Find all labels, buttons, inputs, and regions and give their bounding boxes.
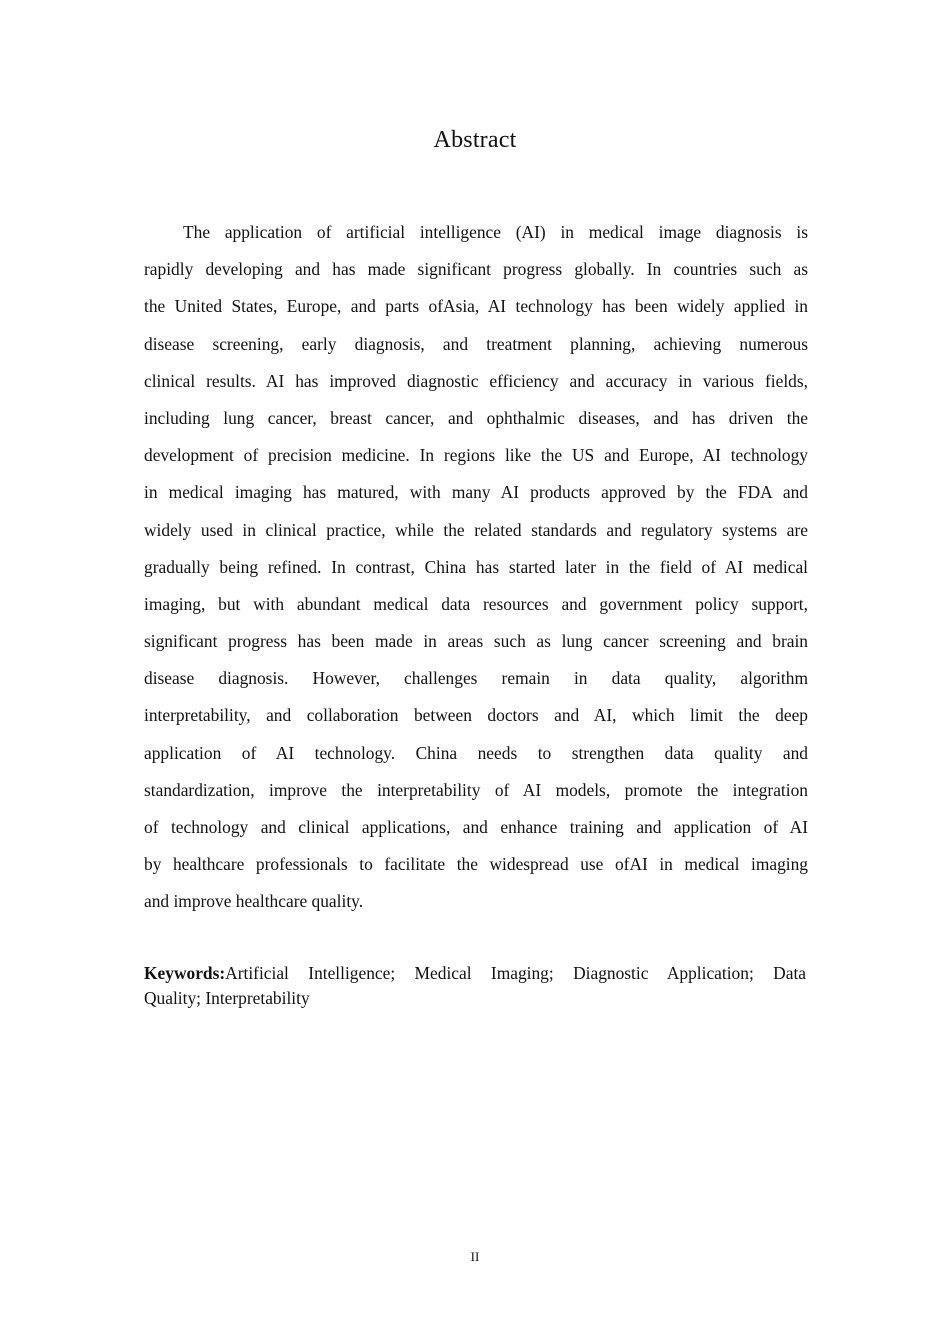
abstract-line: The application of artificial intelligence (AI) in medical image diagnosis is <box>183 222 808 242</box>
keywords-line <box>144 961 806 986</box>
abstract-line: interpretability, and collaboration between doctors and AI, which limit the deep <box>144 705 808 726</box>
abstract-line: disease screening, early diagnosis, and treatment planning, achieving numerous <box>144 333 808 354</box>
abstract-line: the United States, Europe, and parts ofAsia, AI technology has been widely applied in <box>144 296 808 317</box>
keywords-section <box>144 961 806 1011</box>
page-number: II <box>470 1249 480 1264</box>
abstract-line: rapidly developing and has made significant progress globally. In countries such as <box>144 259 808 280</box>
abstract-line: significant progress has been made in areas such as lung cancer screening and brain <box>144 631 808 652</box>
page-title: Abstract <box>433 127 517 153</box>
abstract-body <box>144 219 808 926</box>
abstract-line: of technology and clinical applications, and enhance training and application of AI <box>144 817 808 837</box>
abstract-line: application of AI technology. China needs to strengthen data quality and <box>144 742 808 763</box>
abstract-line: development of precision medicine. In regions like the US and Europe, AI technology <box>144 445 808 466</box>
keywords-line: Quality; Interpretability <box>144 988 310 1008</box>
abstract-line: clinical results. AI has improved diagnostic efficiency and accuracy in various fields, <box>144 370 808 391</box>
abstract-line: disease diagnosis. However, challenges remain in data quality, algorithm <box>144 668 808 689</box>
keywords-label: Keywords: <box>144 963 226 983</box>
abstract-line: in medical imaging has matured, with many AI products approved by the FDA and <box>144 482 808 503</box>
abstract-line: and improve healthcare quality. <box>144 891 364 912</box>
abstract-line: widely used in clinical practice, while the related standards and regulatory systems are <box>144 519 808 540</box>
abstract-line: gradually being refined. In contrast, China has started later in the field of AI medical <box>144 556 808 577</box>
abstract-line: by healthcare professionals to facilitate the widespread use ofAI in medical imaging <box>144 854 808 875</box>
abstract-line: standardization, improve the interpretability of AI models, promote the integration <box>144 779 808 800</box>
keywords-text: Artificial Intelligence; Medical Imaging; Diagnostic Application; Data <box>225 963 806 983</box>
abstract-line: imaging, but with abundant medical data resources and government policy support, <box>144 593 808 614</box>
abstract-line: including lung cancer, breast cancer, and ophthalmic diseases, and has driven the <box>144 407 808 428</box>
